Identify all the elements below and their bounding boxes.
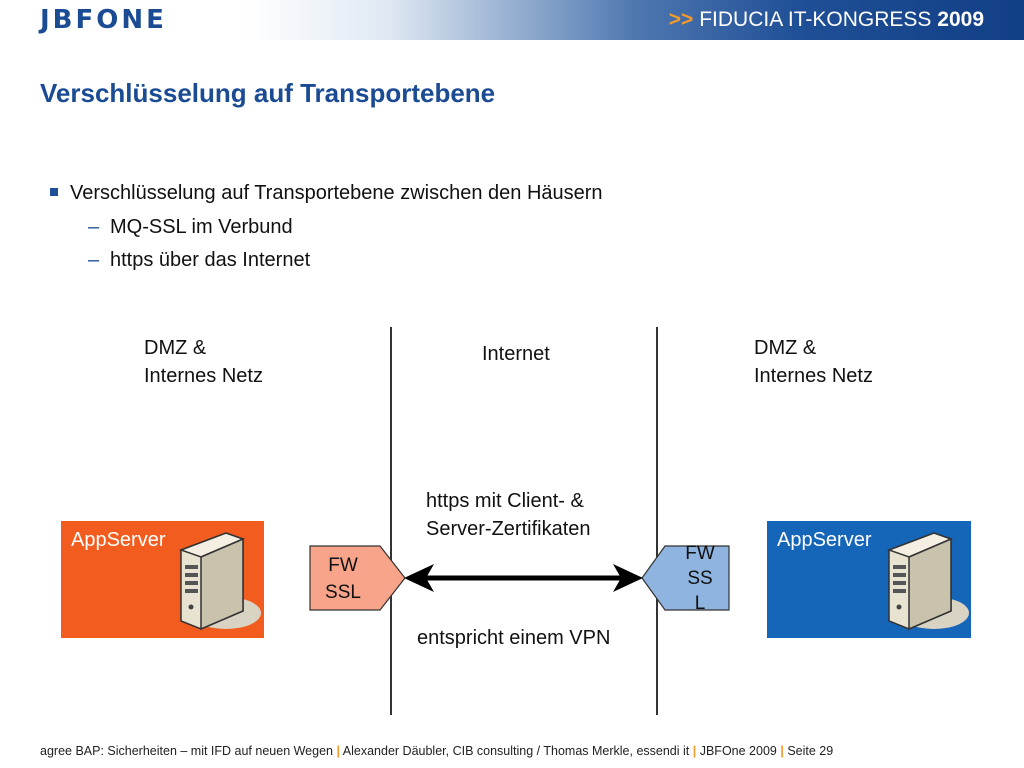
zone-right-line1: DMZ &	[754, 337, 817, 359]
fw-left-line1: FW	[328, 555, 358, 576]
zone-label-right	[754, 334, 873, 390]
fw-right-line3: L	[694, 593, 706, 614]
server-icon	[879, 525, 969, 635]
footer-part3: JBFOne 2009	[699, 744, 777, 758]
zone-label-center: Internet	[482, 343, 550, 365]
appserver-left-label: AppServer	[71, 529, 166, 551]
fw-right-line2: SS	[687, 568, 713, 589]
fw-ssl-right-label	[668, 541, 732, 616]
separator-line-right	[656, 327, 658, 715]
appserver-right-label: AppServer	[777, 529, 872, 551]
footer	[40, 744, 833, 758]
fw-right-line1: FW	[685, 543, 715, 564]
footer-part2: Alexander Däubler, CIB consulting / Thomas Merkle, essendi it	[342, 744, 690, 758]
zone-right-line2: Internes Netz	[754, 365, 873, 387]
server-icon	[171, 525, 261, 635]
fw-ssl-left-label	[310, 552, 376, 606]
footer-separator: |	[692, 744, 697, 758]
slide-title: Verschlüsselung auf Transportebene	[40, 78, 496, 108]
footer-separator: |	[336, 744, 340, 758]
footer-part4: Seite 29	[787, 744, 834, 758]
zone-left-line2: Internes Netz	[144, 365, 263, 387]
connection-label-line2: Server-Zertifikaten	[426, 518, 591, 540]
sub-bullet-2	[88, 249, 310, 272]
connection-label-line1: https mit Client- &	[426, 490, 584, 512]
zone-left-line1: DMZ &	[144, 337, 207, 359]
congress-year: 2009	[937, 8, 984, 31]
zone-label-left	[144, 334, 263, 390]
sub-bullet-2-text: https über das Internet	[110, 249, 311, 271]
dash-icon: –	[88, 249, 100, 271]
dash-icon: –	[88, 216, 100, 238]
congress-banner	[669, 6, 984, 34]
footer-separator: |	[780, 744, 784, 758]
appserver-right-box	[767, 521, 971, 638]
bullet-main-text: Verschlüsselung auf Transportebene zwischen den Häusern	[70, 182, 603, 204]
bullet-main	[50, 182, 603, 205]
sub-bullet-1-text: MQ-SSL im Verbund	[110, 216, 293, 238]
bullet-square-icon	[50, 188, 58, 196]
appserver-left-box	[61, 521, 264, 638]
separator-line-left	[390, 327, 392, 715]
jbfone-logo: JBFONE	[40, 5, 167, 35]
congress-name: FIDUCIA IT-KONGRESS	[699, 8, 932, 31]
congress-prefix: >>	[668, 8, 694, 31]
fw-left-line2: SSL	[325, 582, 361, 603]
sub-bullet-1	[88, 216, 293, 239]
footer-part1: agree BAP: Sicherheiten – mit IFD auf neuen Wegen	[40, 744, 333, 758]
vpn-label: entspricht einem VPN	[417, 627, 611, 649]
connection-label	[426, 487, 591, 543]
